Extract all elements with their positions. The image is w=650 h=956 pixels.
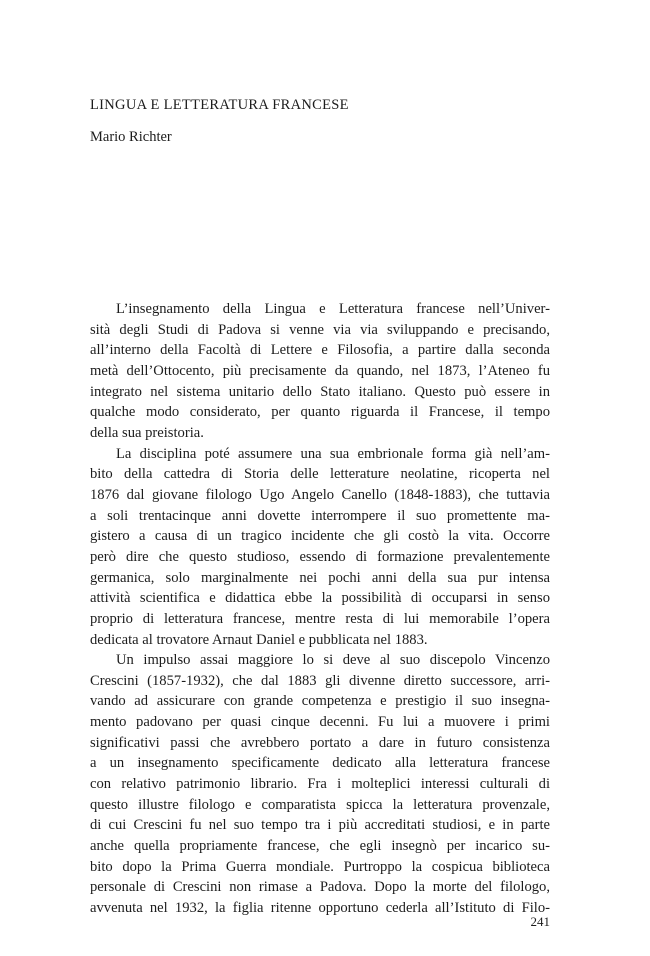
text-line: sità degli Studi di Padova si venne via via sviluppando e precisando,: [90, 321, 550, 338]
text-line: attività scientifica e didattica ebbe la possibilità di occuparsi in senso: [90, 590, 550, 607]
text-line: germanica, solo marginalmente nei pochi anni della sua pur intensa: [90, 569, 550, 586]
text-line: questo illustre filologo e comparatista spicca la letteratura provenzale,: [90, 796, 550, 813]
text-line: gistero a causa di un tragico incidente che gli costò la vita. Occorre: [90, 528, 550, 545]
text-line: a un insegnamento specificamente dedicato alla letteratura francese: [90, 755, 550, 772]
text-line: di cui Crescini fu nel suo tempo tra i più accreditati studiosi, e in parte: [90, 817, 550, 834]
text-line: della sua preistoria.: [90, 424, 204, 441]
text-line: significativi passi che avrebbero portato a dare in futuro consistenza: [90, 734, 550, 751]
author-name: Mario Richter: [90, 129, 172, 145]
text-line: anche quella propriamente francese, che egli insegnò per incarico su-: [90, 838, 550, 855]
text-line: mento padovano per quasi cinque decenni. Fu lui a muovere i primi: [90, 714, 550, 731]
text-line: dedicata al trovatore Arnaut Daniel e pubblicata nel 1883.: [90, 631, 428, 648]
text-line: avvenuta nel 1932, la figlia ritenne opportuno cederla all’Istituto di Filo-: [90, 900, 550, 917]
chapter-title: LINGUA E LETTERATURA FRANCESE: [90, 97, 349, 113]
text-line: metà dell’Ottocento, più precisamente da quando, nel 1873, l’Ateneo fu: [90, 362, 550, 379]
body-text: [90, 299, 550, 919]
text-line: con relativo patrimonio librario. Fra i molteplici interessi culturali di: [90, 776, 550, 793]
text-line: 1876 dal giovane filologo Ugo Angelo Canello (1848-1883), che tuttavia: [90, 486, 550, 503]
text-line: a soli trentacinque anni dovette interrompere il suo promettente ma-: [90, 507, 550, 524]
text-line: bito dopo la Prima Guerra mondiale. Purtroppo la cospicua biblioteca: [90, 858, 550, 875]
text-line: all’interno della Facoltà di Lettere e Filosofia, a partire dalla seconda: [90, 342, 550, 359]
text-line: bito della cattedra di Storia delle letterature neolatine, ricoperta nel: [90, 466, 550, 483]
text-line: Crescini (1857-1932), che dal 1883 gli divenne diretto successore, arri-: [90, 672, 550, 689]
text-line: La disciplina poté assumere una sua embrionale forma già nell’am-: [116, 445, 550, 462]
text-line: proprio di letteratura francese, mentre resta di lui memorabile l’opera: [90, 610, 550, 627]
text-line: personale di Crescini non rimase a Padova. Dopo la morte del filologo,: [90, 879, 550, 896]
page-number: 241: [530, 914, 550, 929]
text-line: vando ad assicurare con grande competenza e prestigio il suo insegna-: [90, 693, 550, 710]
text-line: L’insegnamento della Lingua e Letteratura francese nell’Univer-: [116, 301, 550, 317]
text-line: però dire che questo studioso, essendo di formazione prevalentemente: [90, 548, 550, 565]
text-line: qualche modo considerato, per quanto riguarda il Francese, il tempo: [90, 404, 550, 421]
text-line: integrato nel sistema unitario dello Stato italiano. Questo può essere in: [90, 383, 550, 400]
text-line: Un impulso assai maggiore lo si deve al suo discepolo Vincenzo: [116, 652, 550, 669]
